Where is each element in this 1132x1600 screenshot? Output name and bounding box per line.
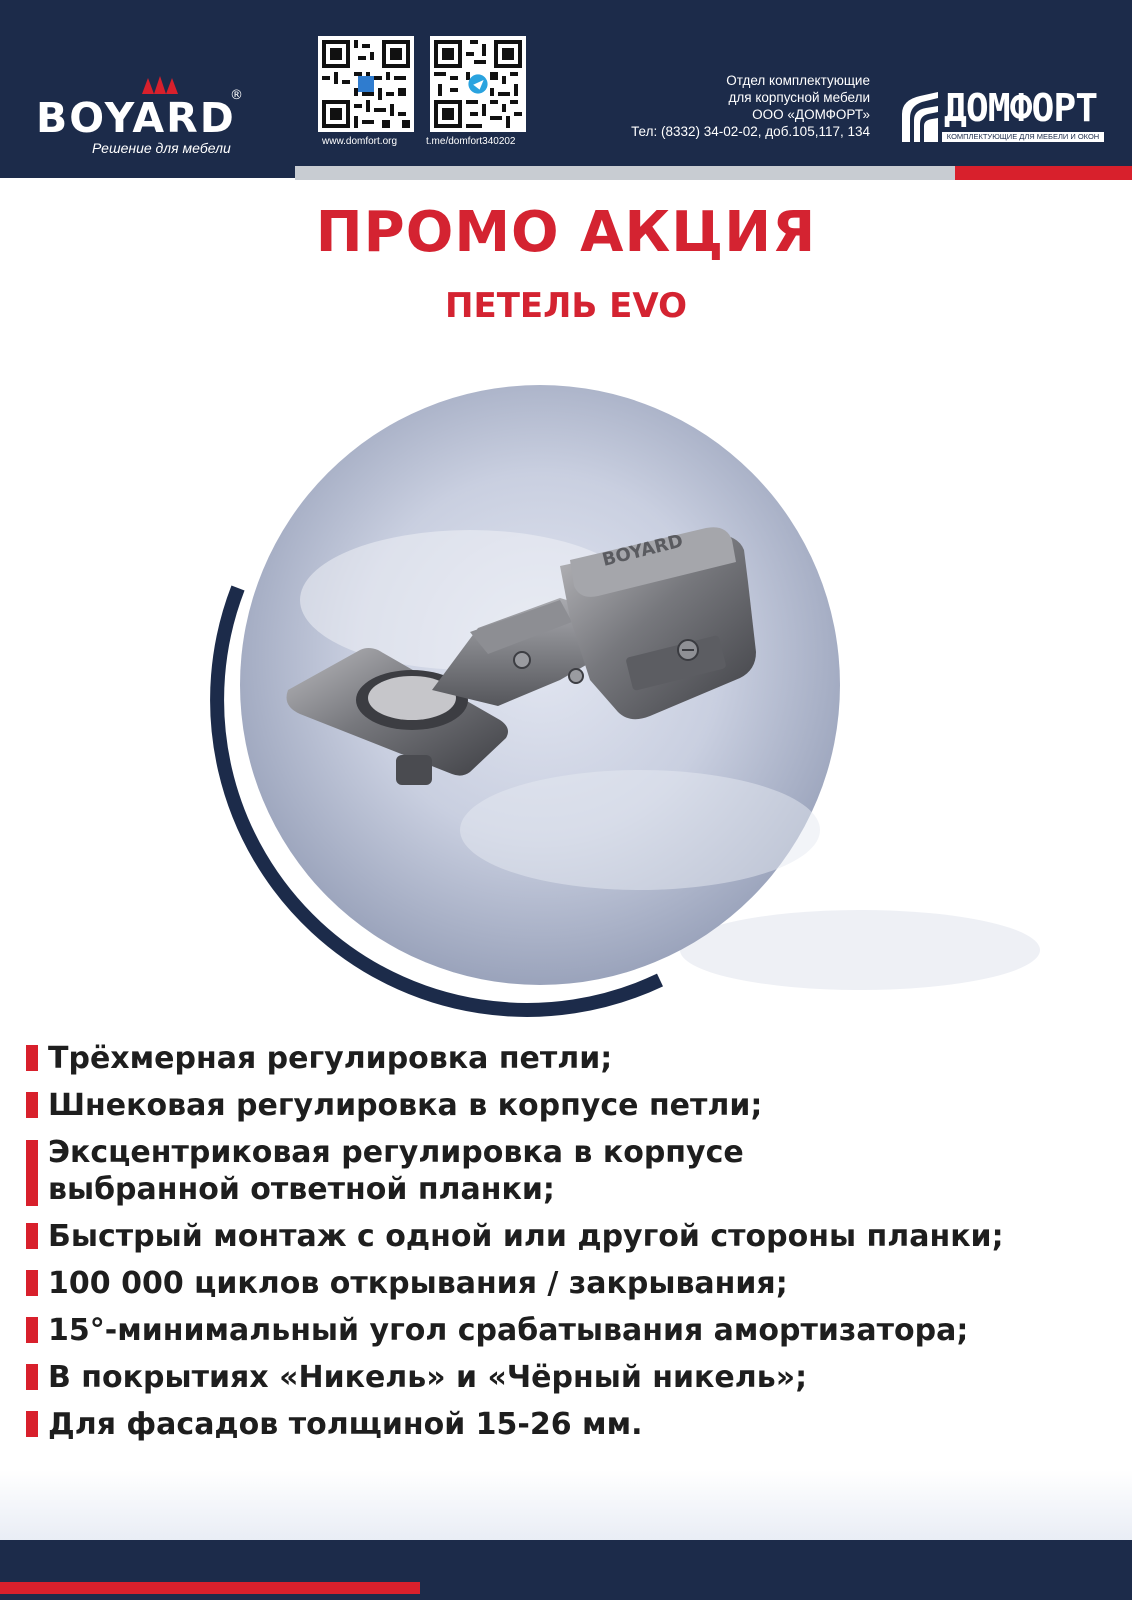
promo-title: ПРОМО АКЦИЯ: [315, 200, 817, 265]
bullet-icon: [26, 1364, 38, 1390]
qr-code-telegram[interactable]: [430, 36, 526, 132]
header-red-strip: [955, 166, 1132, 180]
qr-code-icon: [318, 36, 414, 132]
feature-item: Шнековая регулировка в корпусе петли;: [26, 1087, 1126, 1124]
feature-item: В покрытиях «Никель» и «Чёрный никель»;: [26, 1359, 1126, 1396]
qr-caption-website[interactable]: www.domfort.org: [322, 136, 398, 147]
bullet-icon: [26, 1270, 38, 1296]
boyard-registered-mark: ®: [230, 88, 243, 103]
qr-code-icon: [430, 36, 526, 132]
contact-block: [560, 72, 870, 140]
feature-item: 15°-минимальный угол срабатывания амортизатора;: [26, 1312, 1126, 1349]
feature-item: Трёхмерная регулировка петли;: [26, 1040, 1126, 1077]
bullet-icon: [26, 1223, 38, 1249]
product-illustration: [0, 360, 1132, 1020]
bullet-icon: [26, 1411, 38, 1437]
bullet-icon: [26, 1092, 38, 1118]
promo-subtitle: ПЕТЕЛЬ EVO: [445, 286, 687, 326]
contact-department: Отдел комплектующие: [726, 73, 870, 88]
bullet-icon: [26, 1140, 38, 1206]
contact-company: ООО «ДОМФОРТ»: [752, 107, 870, 122]
domfort-logo: [898, 86, 1108, 146]
footer-red-strip: [0, 1582, 420, 1594]
bullet-icon: [26, 1317, 38, 1343]
contact-phone: Тел: (8332) 34-02-02, доб.105,117, 134: [631, 124, 870, 139]
domfort-subtitle: КОМПЛЕКТУЮЩИЕ ДЛЯ МЕБЕЛИ И ОКОН: [942, 132, 1104, 142]
boyard-logo: [30, 72, 260, 162]
contact-department-detail: для корпусной мебели: [728, 90, 870, 105]
feature-item: Для фасадов толщиной 15-26 мм.: [26, 1406, 1126, 1443]
hinge-engraving: BOYARD: [600, 530, 686, 571]
header-grey-strip: [295, 166, 955, 180]
feature-item: Эксцентриковая регулировка в корпусе выбранной ответной планки;: [26, 1134, 1126, 1208]
feature-item: Быстрый монтаж с одной или другой стороны планки;: [26, 1218, 1126, 1255]
domfort-wordmark: ДОМФОРТ: [944, 86, 1098, 130]
qr-code-website[interactable]: [318, 36, 414, 132]
boyard-peaks-icon: [142, 74, 182, 94]
footer-haze: [0, 1470, 1132, 1540]
feature-item: 100 000 циклов открывания / закрывания;: [26, 1265, 1126, 1302]
features-list: [26, 1040, 1126, 1453]
header-bar: [0, 0, 1132, 178]
domfort-mark-icon: [898, 88, 942, 144]
bullet-icon: [26, 1045, 38, 1071]
boyard-tagline: Решение для мебели: [92, 140, 231, 156]
product-hero: [0, 360, 1132, 1020]
qr-caption-telegram[interactable]: t.me/domfort340202: [426, 136, 516, 147]
boyard-wordmark: BOYARD: [36, 94, 236, 142]
